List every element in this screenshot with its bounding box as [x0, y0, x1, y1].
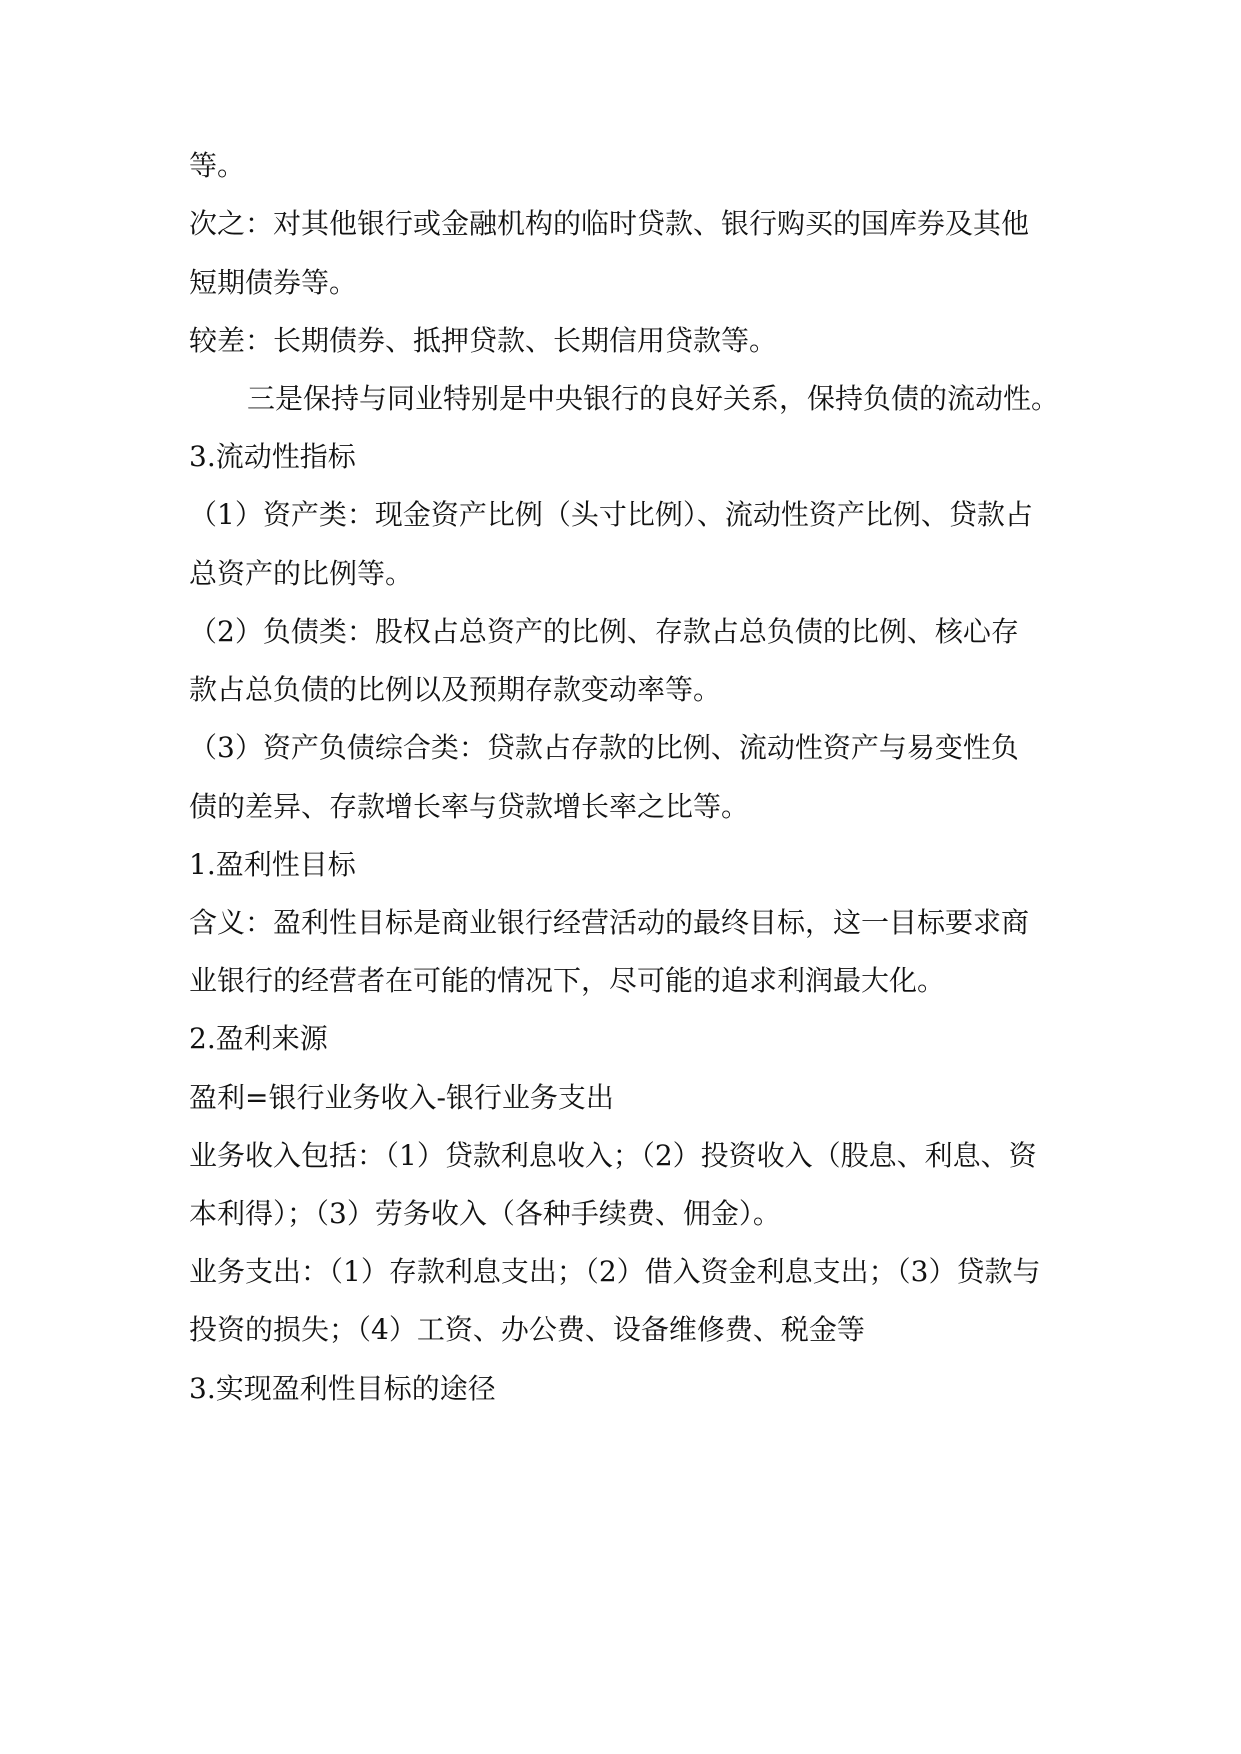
text-line-19: 本利得）；（3）劳务收入（各种手续费、佣金）。 — [189, 1197, 781, 1230]
section-heading-profit-source: 2.盈利来源 — [189, 1022, 328, 1055]
text-line-21: 投资的损失；（4）工资、办公费、设备维修费、税金等 — [189, 1313, 865, 1346]
text-line-3: 短期债券等。 — [189, 266, 358, 299]
section-heading-profit-path: 3.实现盈利性目标的途径 — [189, 1372, 496, 1405]
text-line-2: 次之：对其他银行或金融机构的临时贷款、银行购买的国库券及其他 — [189, 207, 1030, 240]
text-line-12: 债的差异、存款增长率与贷款增长率之比等。 — [189, 790, 750, 823]
text-line-14: 含义：盈利性目标是商业银行经营活动的最终目标，这一目标要求商 — [189, 906, 1030, 939]
text-line-18: 业务收入包括：（1）贷款利息收入；（2）投资收入（股息、利息、资 — [189, 1139, 1037, 1172]
text-line-1: 等。 — [189, 149, 246, 182]
text-line-20: 业务支出：（1）存款利息支出；（2）借入资金利息支出；（3）贷款与 — [189, 1255, 1041, 1288]
section-heading-liquidity-indicators: 3.流动性指标 — [189, 440, 356, 473]
text-line-10: 款占总负债的比例以及预期存款变动率等。 — [189, 673, 722, 706]
section-heading-profitability-goal: 1.盈利性目标 — [189, 848, 356, 881]
text-line-15: 业银行的经营者在可能的情况下，尽可能的追求利润最大化。 — [189, 964, 946, 997]
text-line-8: 总资产的比例等。 — [189, 557, 414, 590]
text-line-4: 较差：长期债券、抵押贷款、长期信用贷款等。 — [189, 324, 778, 357]
text-line-7: （1）资产类：现金资产比例（头寸比例）、流动性资产比例、贷款占 — [189, 498, 1033, 531]
text-line-17: 盈利=银行业务收入-银行业务支出 — [189, 1081, 614, 1114]
text-line-9: （2）负债类：股权占总资产的比例、存款占总负债的比例、核心存 — [189, 615, 1019, 648]
text-line-11: （3）资产负债综合类：贷款占存款的比例、流动性资产与易变性负 — [189, 731, 1019, 764]
text-line-5: 三是保持与同业特别是中央银行的良好关系，保持负债的流动性。 — [247, 382, 1060, 415]
